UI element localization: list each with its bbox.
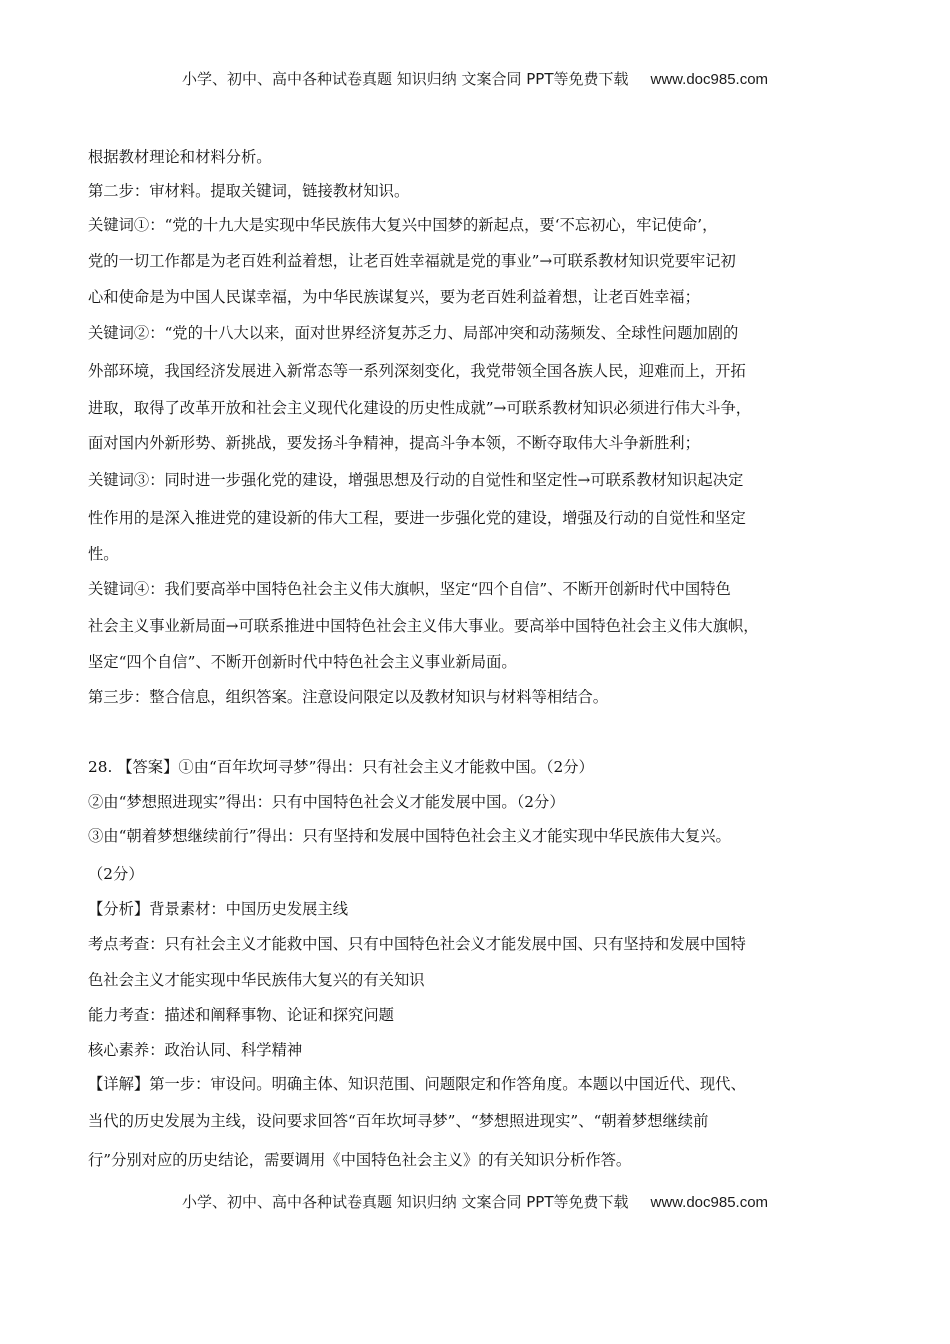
analysis-line: 色社会主义才能实现中华民族伟大复兴的有关知识 [88, 971, 425, 989]
text-line: 性作用的是深入推进党的建设新的伟大工程，要进一步强化党的建设，增强及行动的自觉性和坚定 [88, 509, 746, 527]
text-line: 党的一切工作都是为老百姓利益着想，让老百姓幸福就是党的事业”→可联系教材知识党要牢记初 [88, 252, 736, 270]
text-line: 外部环境，我国经济发展进入新常态等一系列深刻变化，我党带领全国各族人民，迎难而上，开拓 [88, 362, 746, 380]
text-line: 关键词④：我们要高举中国特色社会主义伟大旗帜，坚定“四个自信”、不断开创新时代中国特色 [88, 580, 731, 598]
text-line: 第三步：整合信息，组织答案。注意设问限定以及教材知识与材料等相结合。 [88, 688, 609, 706]
header-url[interactable]: www.doc985.com [650, 71, 769, 88]
text-line: 关键词③：同时进一步强化党的建设，增强思想及行动的自觉性和坚定性→可联系教材知识起决定 [88, 471, 744, 489]
answer-line: ②由“梦想照进现实”得出：只有中国特色社会义才能发展中国。（2分） [88, 793, 565, 811]
footer-url[interactable]: www.doc985.com [650, 1194, 769, 1211]
text-line: 社会主义事业新局面→可联系推进中国特色社会主义伟大事业。要高举中国特色社会主义伟大旗帜， [88, 617, 759, 635]
analysis-line: 【分析】背景素材：中国历史发展主线 [88, 900, 349, 918]
answer-line: ③由“朝着梦想继续前行”得出：只有坚持和发展中国特色社会主义才能实现中华民族伟大复兴。 [88, 827, 731, 845]
page-footer [0, 1191, 950, 1212]
text-line: 面对国内外新形势、新挑战，要发扬斗争精神，提高斗争本领，不断夺取伟大斗争新胜利； [88, 434, 700, 452]
text-line: 第二步：审材料。提取关键词，链接教材知识。 [88, 182, 410, 200]
detail-line: 【详解】第一步：审设问。明确主体、知识范围、问题限定和作答角度。本题以中国近代、现代、 [88, 1075, 746, 1093]
text-line: 性。 [88, 545, 119, 563]
analysis-line: 能力考查：描述和阐释事物、论证和探究问题 [88, 1006, 394, 1024]
text-line: 进取，取得了改革开放和社会主义现代化建设的历史性成就”→可联系教材知识必须进行伟大斗争， [88, 399, 752, 417]
header-text: 小学、初中、高中各种试卷真题 知识归纳 文案合同 PPT等免费下载 [181, 70, 629, 88]
answer-line: （2分） [88, 865, 144, 883]
text-line: 关键词①：“党的十九大是实现中华民族伟大复兴中国梦的新起点，要‘不忘初心，牢记使命’， [88, 216, 718, 234]
page-header [0, 68, 950, 89]
analysis-line: 考点考查：只有社会主义才能救中国、只有中国特色社会义才能发展中国、只有坚持和发展中国特 [88, 935, 746, 953]
text-line: 坚定“四个自信”、不断开创新时代中特色社会主义事业新局面。 [88, 653, 517, 671]
detail-line: 当代的历史发展为主线，设问要求回答“百年坎坷寻梦”、“梦想照进现实”、“朝着梦想继续前 [88, 1112, 709, 1130]
text-line: 根据教材理论和材料分析。 [88, 148, 272, 166]
detail-line: 行”分别对应的历史结论，需要调用《中国特色社会主义》的有关知识分析作答。 [88, 1151, 632, 1169]
text-line: 关键词②：“党的十八大以来，面对世界经济复苏乏力、局部冲突和动荡频发、全球性问题加剧的 [88, 324, 739, 342]
analysis-line: 核心素养：政治认同、科学精神 [88, 1041, 303, 1059]
answer-line: 28. 【答案】①由“百年坎坷寻梦”得出：只有社会主义才能救中国。（2分） [88, 758, 594, 776]
footer-text: 小学、初中、高中各种试卷真题 知识归纳 文案合同 PPT等免费下载 [181, 1193, 629, 1211]
text-line: 心和使命是为中国人民谋幸福，为中华民族谋复兴，要为老百姓利益着想，让老百姓幸福； [88, 288, 700, 306]
